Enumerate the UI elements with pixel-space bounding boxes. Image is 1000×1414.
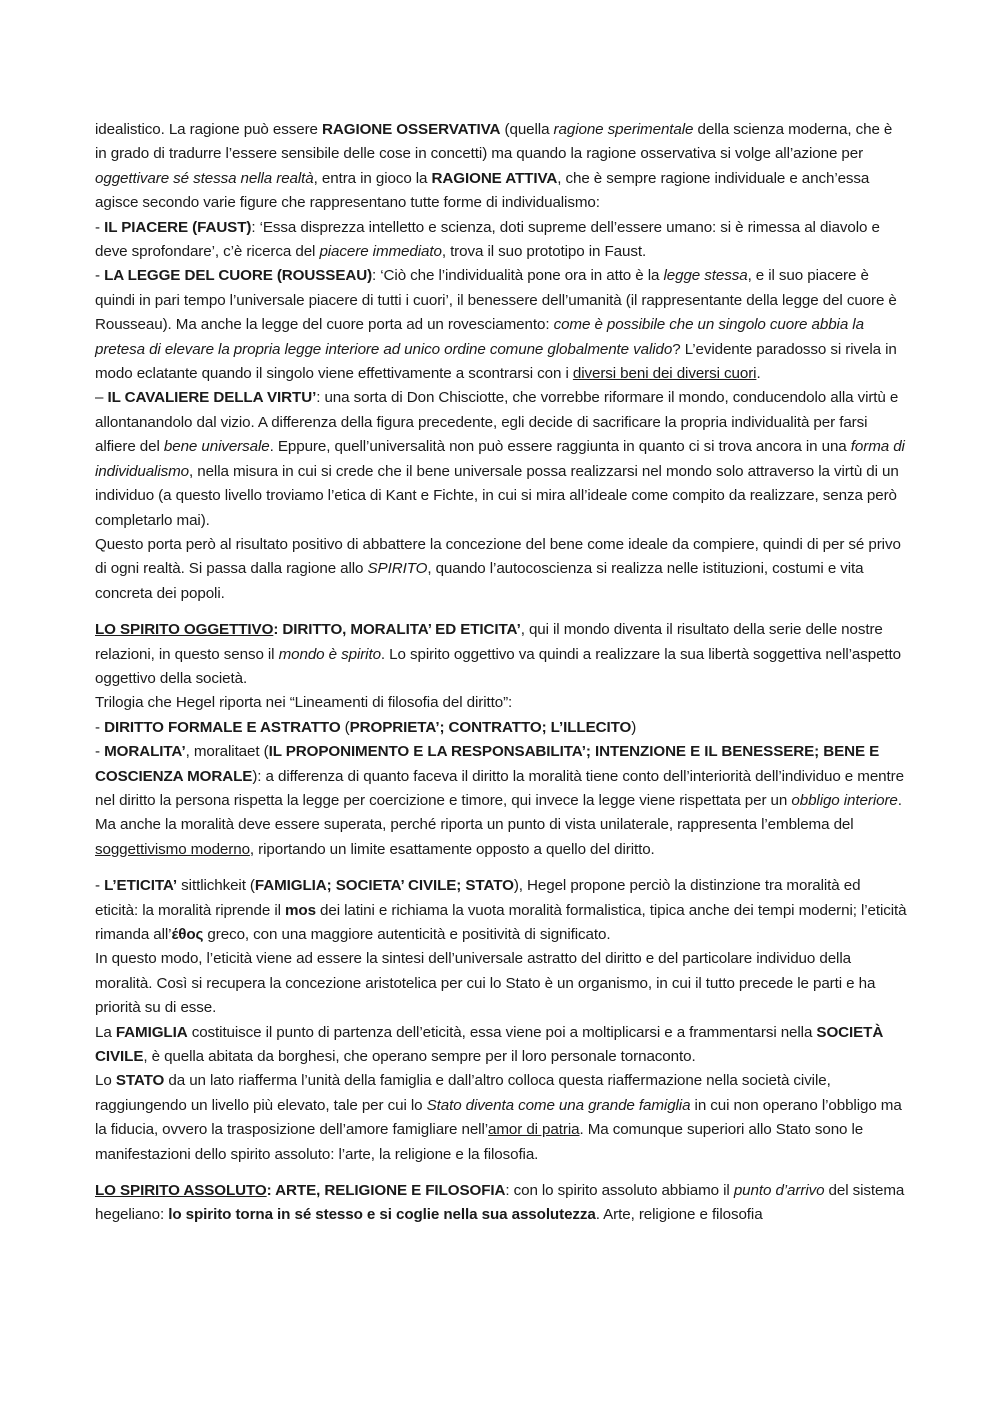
text-segment: del sistema hegeliano: xyxy=(95,1182,905,1224)
text-segment: , e il suo piacere è quindi in pari tempo l’universale piacere di tutti i cuori’, il benessere dell’umanità (il rappresentante della legge del cuore è Rousseau). Ma anche la legge del cuore porta ad un rovesciamento: xyxy=(95,267,897,334)
text-segment: ): a differenza di quanto faceva il diritto la moralità tiene conto dell’interiorità dell’individuo e mentre nel diritto la persona rispetta la legge per coercizione e timore, qui invece la legge viene rispettata per un xyxy=(95,767,904,809)
paragraph xyxy=(95,716,907,740)
text-segment: Stato diventa come una grande famiglia xyxy=(426,1096,691,1114)
text-segment: come è possibile che un singolo cuore abbia la pretesa di elevare la propria legge interiore ad unico ordine comune globalmente valido xyxy=(95,316,864,358)
text-segment: έθος xyxy=(171,926,204,943)
text-segment: . Ma anche la moralità deve essere superata, perché riporta un punto di vista unilaterale, rappresenta l’emblema del xyxy=(95,791,902,834)
document-page xyxy=(95,118,907,1228)
text-segment: - xyxy=(95,718,105,736)
text-segment: (quella xyxy=(500,121,554,138)
text-segment: : una sorta di Don Chisciotte, che vorrebbe riformare il mondo, conducendolo alla virtù e allontanandolo dal vizio. A differenza della figura precedente, egli decide di sacrificare la propria individualità per farsi alfiere del xyxy=(95,389,899,456)
text-segment: oggettivare sé stessa nella realtà xyxy=(95,169,314,187)
text-segment: soggettivismo moderno xyxy=(95,840,250,858)
text-segment: mondo è spirito xyxy=(278,645,381,663)
text-segment: - xyxy=(95,743,105,761)
text-segment: amor di patria xyxy=(488,1121,580,1139)
text-segment: sittlichkeit ( xyxy=(177,877,255,895)
paragraph xyxy=(95,118,907,216)
text-segment: STATO xyxy=(115,1072,165,1090)
text-segment: PROPRIETA’; CONTRATTO; L’ILLECITO xyxy=(349,718,632,736)
text-segment: MORALITA’ xyxy=(104,743,186,761)
text-segment: costituisce il punto di partenza dell’eticità, essa viene poi a moltiplicarsi e a frammentarsi nella xyxy=(187,1023,817,1041)
text-segment: . Eppure, quell’universalità non può essere raggiunta in quanto ci si trova ancora in una xyxy=(269,438,851,456)
text-segment: , moralitaet ( xyxy=(185,743,269,761)
paragraph-gap xyxy=(95,1167,907,1179)
text-segment: ragione sperimentale xyxy=(553,121,694,138)
text-segment: LA LEGGE DEL CUORE (ROUSSEAU) xyxy=(104,267,373,285)
text-segment: IL PIACERE (FAUST) xyxy=(104,218,252,236)
text-segment: LO SPIRITO OGGETTIVO xyxy=(95,621,274,639)
text-segment: mos xyxy=(285,901,316,919)
paragraph xyxy=(95,691,907,715)
text-segment: FAMIGLIA xyxy=(115,1023,188,1041)
text-segment: greco, con una maggiore autenticità e positività di significato. xyxy=(203,926,611,943)
text-segment: , nella misura in cui si crede che il bene universale possa realizzarsi nel mondo solo attraverso la virtù di un individuo (a questo livello troviamo l’etica di Kant e Fichte, in cui si mira all’ideale come compito da realizzare, senza però completarlo mai). xyxy=(95,462,899,529)
text-segment: ? L’evidente paradosso si rivela in modo eclatante quando il singolo viene effettivamente a scontrarsi con i xyxy=(95,340,897,383)
text-segment: . xyxy=(756,365,761,383)
text-segment: punto d’arrivo xyxy=(733,1182,825,1200)
paragraph xyxy=(95,386,907,532)
paragraph-gap xyxy=(95,862,907,874)
text-segment: bene universale xyxy=(163,438,270,456)
text-segment: , che è sempre ragione individuale e anch’essa agisce secondo varie figure che rappresentano tutte forme di individualismo: xyxy=(95,169,870,212)
paragraph xyxy=(95,216,907,265)
text-segment: - xyxy=(95,218,105,236)
text-segment: ( xyxy=(340,718,350,736)
text-segment: , quando l’autocoscienza si realizza nelle istituzioni, costumi e vita concreta dei popoli. xyxy=(95,560,864,602)
text-segment: dei latini e richiama la vuota moralità formalistica, tipica anche dei tempi moderni; l’eticità rimanda all’ xyxy=(95,901,907,943)
text-segment: SOCIETÀ CIVILE xyxy=(95,1023,884,1066)
text-segment: - xyxy=(95,267,105,285)
text-segment: , entra in gioco la xyxy=(313,169,432,187)
text-segment: . Lo spirito oggettivo va quindi a realizzare la sua libertà soggettiva nell’aspetto oggettivo della società. xyxy=(95,645,902,687)
text-segment: in cui non operano l’obbligo ma la fiducia, ovvero la trasposizione dell’amore famigliare nell’ xyxy=(95,1096,902,1139)
text-segment: L’ETICITA’ xyxy=(104,877,178,895)
text-segment: legge stessa xyxy=(663,267,748,285)
text-segment: lo spirito torna in sé stesso e si coglie nella sua assolutezza xyxy=(168,1206,596,1224)
text-segment: , è quella abitata da borghesi, che operano sempre per il loro personale tornaconto. xyxy=(143,1048,696,1066)
paragraph xyxy=(95,1021,907,1070)
text-segment: : DIRITTO, MORALITA’ ED ETICITA’ xyxy=(273,621,521,639)
text-segment: - xyxy=(95,877,105,895)
text-segment: FAMIGLIA; SOCIETA’ CIVILE; STATO xyxy=(254,877,514,895)
paragraph xyxy=(95,264,907,386)
text-segment: Lo xyxy=(95,1072,116,1090)
paragraph xyxy=(95,533,907,606)
text-segment: : con lo spirito assoluto abbiamo il xyxy=(505,1182,734,1200)
paragraph xyxy=(95,618,907,691)
paragraph-gap xyxy=(95,606,907,618)
text-segment: . Ma comunque superiori allo Stato sono le manifestazioni dello spirito assoluto: l’arte, la religione e la filosofia. xyxy=(95,1121,864,1163)
text-segment: Trilogia che Hegel riporta nei “Lineamenti di filosofia del diritto”: xyxy=(95,694,513,712)
text-segment: , qui il mondo diventa il risultato della serie delle nostre relazioni, in questo senso il xyxy=(95,621,883,663)
paragraph xyxy=(95,740,907,862)
text-segment: idealistico. La ragione può essere xyxy=(95,121,322,138)
text-segment: ), Hegel propone perciò la distinzione tra moralità ed eticità: la moralità riprende il xyxy=(95,877,861,919)
text-segment: Questo porta però al risultato positivo di abbattere la concezione del bene come ideale da compiere, quindi di per sé privo di ogni realtà. Si passa dalla ragione allo xyxy=(95,535,901,578)
paragraph xyxy=(95,874,907,947)
text-segment: . Arte, religione e filosofia xyxy=(595,1206,763,1224)
text-segment: obbligo interiore xyxy=(791,791,898,809)
text-segment: da un lato riafferma l’unità della famiglia e dall’altro colloca questa riaffermazione nella società civile, raggiungendo un livello più elevato, tale per cui lo xyxy=(95,1072,831,1114)
text-segment: SPIRITO xyxy=(367,560,428,578)
paragraph xyxy=(95,1069,907,1167)
text-segment: IL PROPONIMENTO E LA RESPONSABILITA’; INTENZIONE E IL BENESSERE; BENE E COSCIENZA MORALE xyxy=(95,743,880,785)
text-segment: LO SPIRITO ASSOLUTO xyxy=(95,1182,267,1200)
text-segment: forma di individualismo xyxy=(95,438,905,480)
text-segment: IL CAVALIERE DELLA VIRTU’ xyxy=(107,389,317,407)
text-segment: La xyxy=(95,1023,116,1041)
text-segment: , trova il suo prototipo in Faust. xyxy=(441,243,647,261)
text-segment: : ‘Ciò che l’individualità pone ora in atto è la xyxy=(372,267,664,285)
text-segment: diversi beni dei diversi cuori xyxy=(572,365,757,383)
paragraph xyxy=(95,1179,907,1228)
paragraph xyxy=(95,947,907,1020)
text-segment: : ‘Essa disprezza intelletto e scienza, doti supreme dell’essere umano: si è rimessa al diavolo e deve sprofondare’, c’è ricerca del xyxy=(95,218,880,261)
text-segment: RAGIONE ATTIVA xyxy=(431,169,558,187)
text-segment: RAGIONE OSSERVATIVA xyxy=(322,121,501,138)
text-segment: : ARTE, RELIGIONE E FILOSOFIA xyxy=(266,1182,506,1200)
text-segment: della scienza moderna, che è in grado di tradurre l’essere sensibile delle cose in concetti) ma quando la ragione osservativa si volge all’azione per xyxy=(95,121,893,163)
text-segment: DIRITTO FORMALE E ASTRATTO xyxy=(104,718,341,736)
text-segment: In questo modo, l’eticità viene ad essere la sintesi dell’universale astratto del diritto e del particolare individuo della moralità. Così si recupera la concezione aristotelica per cui lo Stato è un organismo, in cui il tutto precede le parti e ha priorità su di esse. xyxy=(95,950,876,1017)
text-segment: piacere immediato xyxy=(319,243,442,261)
text-segment: – xyxy=(95,389,108,407)
text-segment: ) xyxy=(631,718,637,736)
text-segment: , riportando un limite esattamente opposto a quello del diritto. xyxy=(249,840,655,858)
